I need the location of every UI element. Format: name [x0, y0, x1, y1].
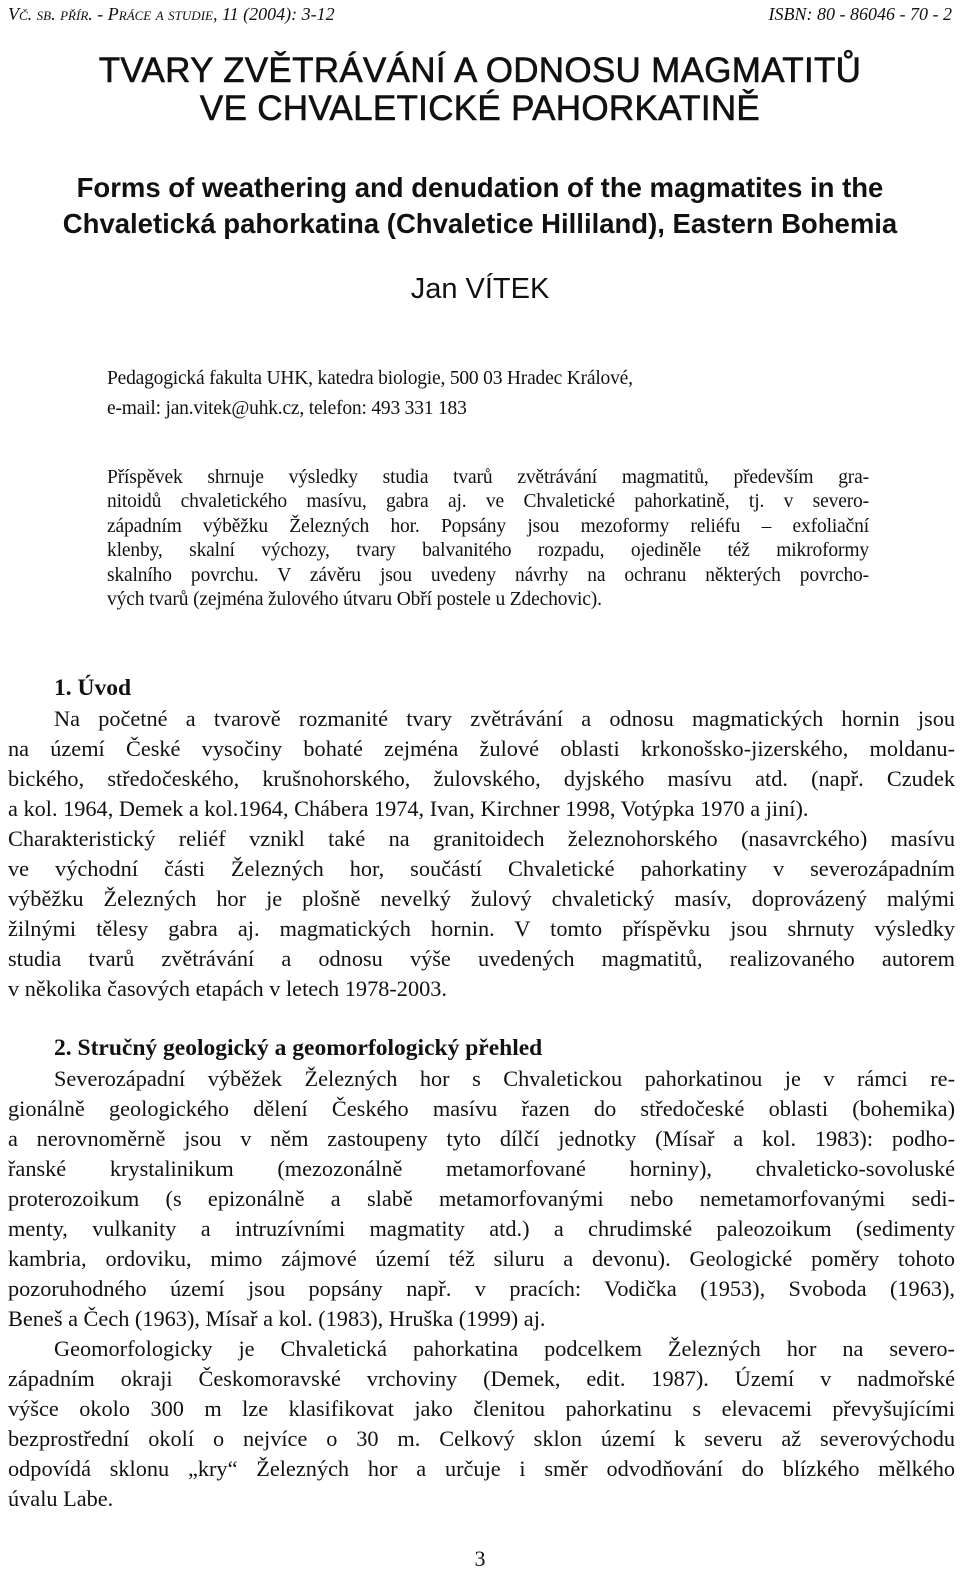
abstract-line: nitoidů chvaletického masívu, gabra aj. ve Chvaletické pahorkatině, tj. v severo-: [107, 491, 869, 513]
paragraph-line: úvalu Labe.: [8, 1486, 114, 1511]
abstract-line: skalního povrchu. V závěru jsou uvedeny návrhy na ochranu některých povrcho-: [107, 564, 869, 586]
abstract-line: klenby, skalní výchozy, tvary balvanitého rozpadu, ojediněle též mikroformy: [107, 540, 869, 562]
affiliation-line: e-mail: jan.vitek@uhk.cz, telefon: 493 331 183: [107, 398, 467, 419]
section-intro-body: [8, 704, 955, 1004]
abstract-line: Příspěvek shrnuje výsledky studia tvarů zvětrávání magmatitů, především gra-: [107, 467, 869, 488]
paragraph-line: západním okraji Českomoravské vrchoviny (Demek, edit. 1987). Území v nadmořské: [8, 1366, 955, 1391]
page-number: 3: [474, 1546, 486, 1571]
paragraph-line: žilnými tělesy gabra aj. magmatických hornin. V tomto příspěvku jsou shrnuty výsledky: [8, 916, 955, 941]
paragraph-line: a kol. 1964, Demek a kol.1964, Chábera 1974, Ivan, Kirchner 1998, Votýpka 1970 a jiní).: [8, 796, 809, 821]
paragraph-line: proterozoikum (s epizonálně a slabě metamorfovanými nebo nemetamorfovanými sedi-: [8, 1186, 955, 1211]
paragraph-line: odpovídá sklonu „kry“ Železných hor a určuje i směr odvodňování do blízkého mělkého: [8, 1456, 955, 1481]
title-czech-line: VE CHVALETICKÉ PAHORKATINĚ: [199, 89, 761, 128]
title-english-line: Forms of weathering and denudation of the magmatites in the: [76, 172, 884, 203]
author-name: Jan VÍTEK: [410, 273, 550, 305]
paragraph-line: na území České vysočiny bohaté zejména žulové oblasti krkonošsko-jizerského, moldanu-: [8, 736, 955, 761]
affiliation-line: Pedagogická fakulta UHK, katedra biologie, 500 03 Hradec Králové,: [107, 368, 633, 389]
paragraph-line: Na početné a tvarově rozmanité tvary zvětrávání a odnosu magmatických hornin jsou: [54, 706, 955, 731]
paragraph-line: Severozápadní výběžek Železných hor s Chvaletickou pahorkatinou je v rámci re-: [54, 1066, 955, 1091]
paragraph-line: výšce okolo 300 m lze klasifikovat jako členitou pahorkatinu s elevacemi převyšujícími: [8, 1396, 955, 1421]
paragraph-line: ve východní části Železných hor, součástí Chvaletické pahorkatiny v severozápadním: [8, 856, 955, 881]
paragraph-line: kambria, ordoviku, mimo zájmové území též siluru a devonu). Geologické poměry tohoto: [8, 1246, 955, 1271]
paragraph-line: pozoruhodného území jsou popsány např. v pracích: Vodička (1953), Svoboda (1963),: [8, 1276, 955, 1301]
paragraph-line: výběžku Železných hor je plošně nevelký žulový chvaletický masív, doprovázený malými: [8, 886, 955, 911]
paragraph-line: studia tvarů zvětrávání a odnosu výše uvedených magmatitů, realizovaného autorem: [8, 946, 955, 971]
paragraph-line: bezprostřední okolí o nejvíce o 30 m. Celkový sklon území k severu až severovýchodu: [8, 1426, 955, 1451]
title-english-line: Chvaletická pahorkatina (Chvaletice Hilliland), Eastern Bohemia: [62, 208, 898, 239]
title-czech-line: TVARY ZVĚTRÁVÁNÍ A ODNOSU MAGMATITŮ: [98, 51, 862, 90]
title-czech: [0, 52, 960, 128]
paragraph-line: Beneš a Čech (1963), Mísař a kol. (1983), Hruška (1999) aj.: [8, 1306, 546, 1331]
paragraph-line: gionálně geologického dělení Českého masívu řazen do středočeské oblasti (bohemika): [8, 1096, 955, 1121]
paragraph-line: v několika časových etapách v letech 1978-2003.: [8, 976, 447, 1001]
paragraph-line: Geomorfologicky je Chvaletická pahorkatina podcelkem Železných hor na severo-: [54, 1336, 955, 1361]
abstract: [107, 466, 869, 612]
journal-citation: Vč. sb. přír. - Práce a studie, 11 (2004): 3-12: [8, 4, 335, 24]
paragraph-line: a nerovnoměrně jsou v něm zastoupeny tyto dílčí jednotky (Mísař a kol. 1983): podho-: [8, 1126, 955, 1151]
paragraph-line: menty, vulkanity a intruzívními magmatity atd.) a chrudimské paleozoikum (sedimenty: [8, 1216, 955, 1241]
abstract-line: západním výběžku Železných hor. Popsány jsou mezoformy reliéfu – exfoliační: [107, 515, 869, 537]
section-heading-intro: 1. Úvod: [54, 675, 132, 701]
paragraph-line: Charakteristický reliéf vznikl také na granitoidech železnohorského (nasavrckého) masívu: [8, 826, 955, 851]
paragraph-line: bického, středočeského, krušnohorského, žulovského, dyjského masívu atd. (např. Czudek: [8, 766, 955, 791]
affiliation: [107, 364, 867, 424]
running-header: [8, 4, 952, 28]
abstract-line: vých tvarů (zejména žulového útvaru Obří postele u Zdechovic).: [107, 589, 602, 611]
title-english: [0, 170, 960, 242]
section-heading-geology: 2. Stručný geologický a geomorfologický přehled: [54, 1035, 543, 1061]
isbn: ISBN: 80 - 86046 - 70 - 2: [768, 4, 952, 24]
paragraph-line: řanské krystalinikum (mezozonálně metamorfované horniny), chvaleticko-sovoluské: [8, 1156, 955, 1181]
section-geology-body: [8, 1064, 955, 1514]
